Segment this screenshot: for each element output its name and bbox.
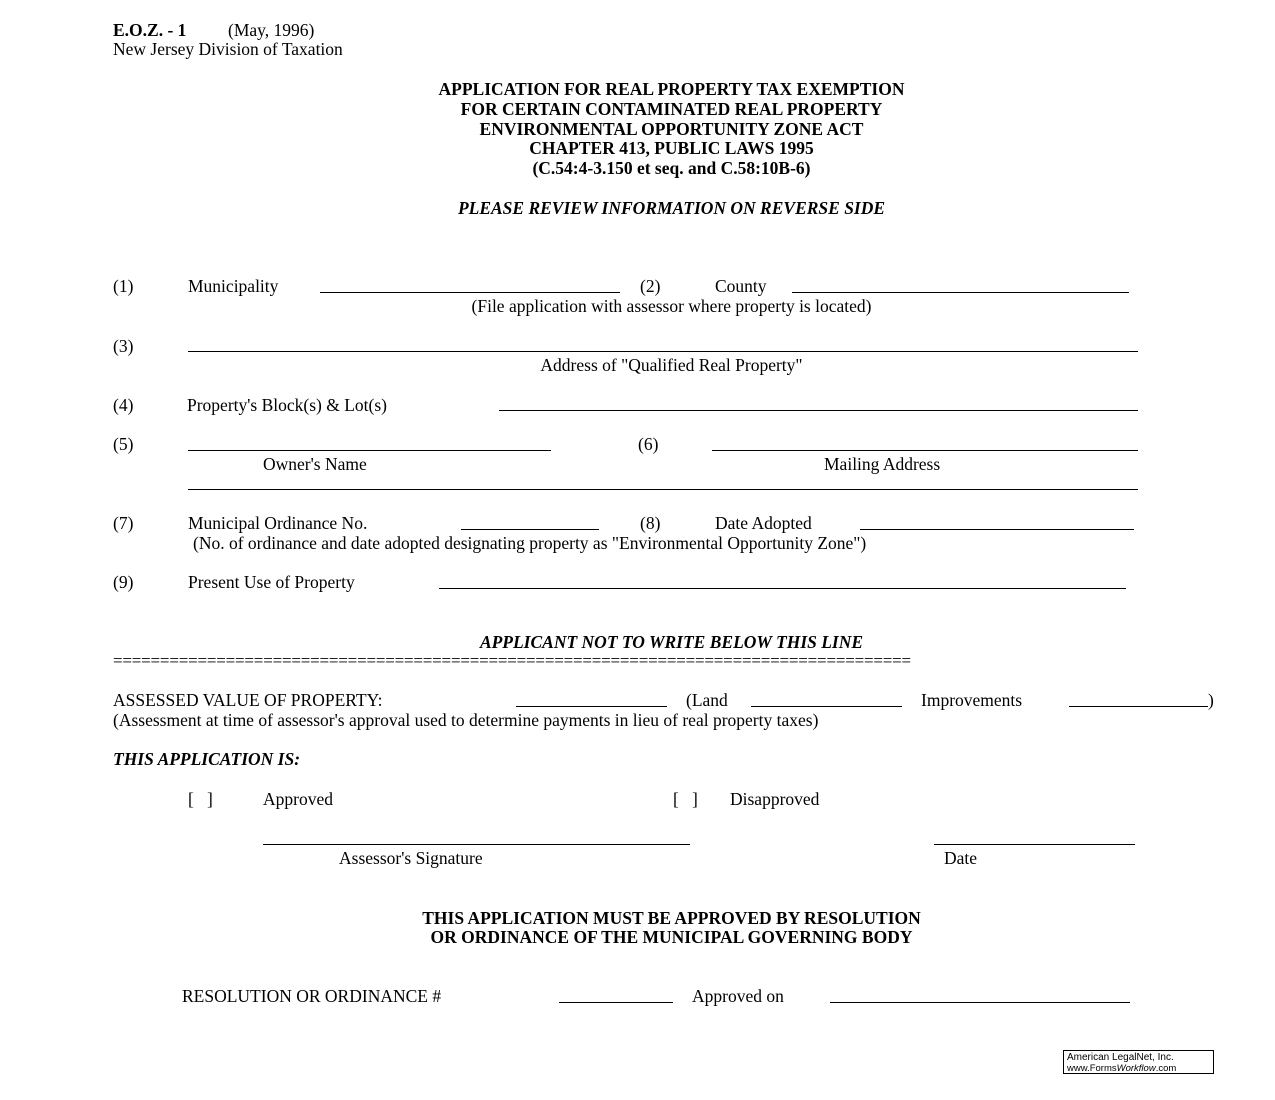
applicant-not-to-write-heading: APPLICANT NOT TO WRITE BELOW THIS LINE	[479, 632, 864, 652]
publisher-name: American LegalNet, Inc.	[1067, 1052, 1174, 1063]
county-label: County	[715, 276, 767, 296]
resolution-notice-line-2: OR ORDINANCE OF THE MUNICIPAL GOVERNING BODY	[430, 927, 913, 947]
field-8-number: (8)	[640, 513, 661, 533]
land-value-field[interactable]	[751, 706, 902, 707]
title-line-5: (C.54:4-3.150 et seq. and C.58:10B-6)	[532, 158, 811, 178]
agency-name: New Jersey Division of Taxation	[113, 39, 343, 59]
assessor-signature-caption: Assessor's Signature	[339, 848, 483, 868]
assessment-note: (Assessment at time of assessor's approval used to determine payments in lieu of real property taxes)	[113, 710, 819, 730]
field-7-number: (7)	[113, 513, 134, 533]
approved-on-field[interactable]	[830, 1002, 1130, 1003]
title-line-1: APPLICATION FOR REAL PROPERTY TAX EXEMPTION	[438, 79, 905, 99]
form-date: (May, 1996)	[228, 20, 315, 40]
resolution-number-field[interactable]	[559, 1002, 673, 1003]
mailing-address-field-line-2[interactable]	[188, 489, 1138, 490]
double-divider: =====================================================================================	[113, 651, 911, 670]
field-4-number: (4)	[113, 395, 134, 415]
disapproved-label: Disapproved	[730, 789, 820, 809]
title-line-3: ENVIRONMENTAL OPPORTUNITY ZONE ACT	[479, 119, 864, 139]
site-prefix: www.Forms	[1067, 1063, 1117, 1074]
field-2-number: (2)	[640, 276, 661, 296]
mailing-address-caption: Mailing Address	[824, 454, 941, 474]
property-address-field[interactable]	[188, 351, 1138, 352]
block-lot-label: Property's Block(s) & Lot(s)	[187, 395, 388, 415]
ordinance-label: Municipal Ordinance No.	[188, 513, 368, 533]
file-with-assessor-note: (File application with assessor where property is located)	[471, 296, 872, 316]
resolution-notice-line-1: THIS APPLICATION MUST BE APPROVED BY RESOLUTION	[422, 908, 921, 928]
application-status-heading: THIS APPLICATION IS:	[113, 749, 301, 769]
land-label: (Land	[686, 690, 728, 710]
field-5-number: (5)	[113, 434, 134, 454]
publisher-badge	[1063, 1050, 1214, 1074]
form-id: E.O.Z. - 1	[113, 20, 187, 40]
municipality-label: Municipality	[188, 276, 279, 296]
field-3-number: (3)	[113, 336, 134, 356]
resolution-number-label: RESOLUTION OR ORDINANCE #	[182, 986, 442, 1006]
date-adopted-label: Date Adopted	[715, 513, 812, 533]
date-adopted-field[interactable]	[860, 529, 1134, 530]
ordinance-note: (No. of ordinance and date adopted designating property as "Environmental Opportunity Zone")	[193, 533, 867, 553]
approved-label: Approved	[263, 789, 333, 809]
approved-on-label: Approved on	[692, 986, 784, 1006]
ordinance-number-field[interactable]	[461, 529, 599, 530]
close-paren: )	[1208, 690, 1214, 710]
site-italic: Workflow	[1116, 1063, 1156, 1074]
review-note: PLEASE REVIEW INFORMATION ON REVERSE SIDE	[457, 198, 886, 218]
owner-name-caption: Owner's Name	[263, 454, 367, 474]
assessed-value-label: ASSESSED VALUE OF PROPERTY:	[113, 690, 383, 710]
field-6-number: (6)	[638, 434, 659, 454]
signature-date-caption: Date	[944, 848, 978, 868]
site-suffix: .com	[1155, 1063, 1177, 1074]
assessor-signature-field[interactable]	[263, 844, 690, 845]
municipality-field[interactable]	[320, 292, 620, 293]
signature-date-field[interactable]	[934, 844, 1135, 845]
field-1-number: (1)	[113, 276, 134, 296]
title-line-2: FOR CERTAIN CONTAMINATED REAL PROPERTY	[460, 99, 883, 119]
field-9-number: (9)	[113, 572, 134, 592]
property-address-caption: Address of "Qualified Real Property"	[540, 355, 803, 375]
present-use-field[interactable]	[439, 588, 1126, 589]
county-field[interactable]	[792, 292, 1129, 293]
present-use-label: Present Use of Property	[188, 572, 355, 592]
publisher-site	[1067, 1063, 1210, 1074]
mailing-address-field[interactable]	[712, 450, 1138, 451]
approved-checkbox[interactable]: [ ]	[188, 789, 213, 809]
improvements-value-field[interactable]	[1069, 706, 1208, 707]
improvements-label: Improvements	[921, 690, 1023, 710]
assessed-value-field[interactable]	[516, 706, 667, 707]
disapproved-checkbox[interactable]: [ ]	[673, 789, 698, 809]
block-lot-field[interactable]	[499, 410, 1138, 411]
title-line-4: CHAPTER 413, PUBLIC LAWS 1995	[529, 138, 814, 158]
owner-name-field[interactable]	[188, 450, 551, 451]
